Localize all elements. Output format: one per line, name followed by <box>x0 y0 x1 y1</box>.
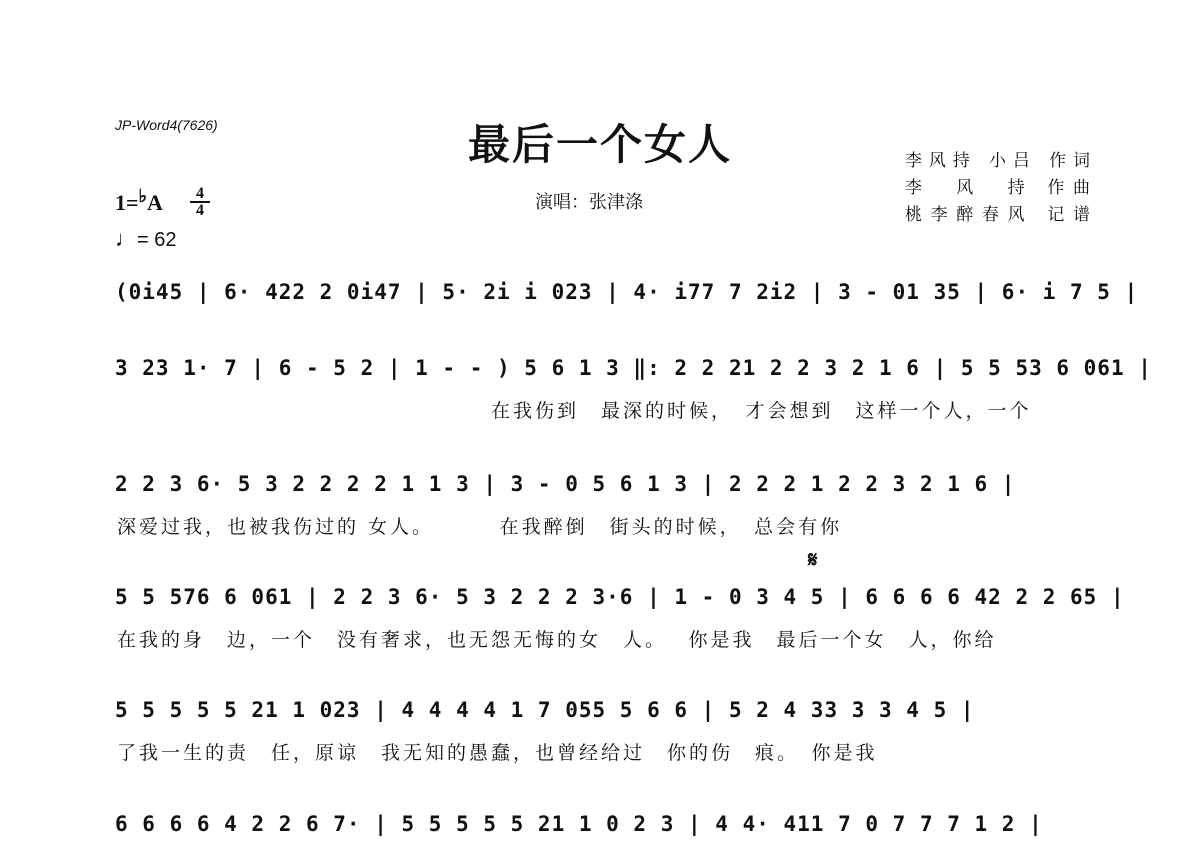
transcriber-credit: 桃李醉春风 记谱 <box>905 205 1090 225</box>
meter-top: 4 <box>196 185 204 202</box>
meter-bottom: 4 <box>190 201 210 218</box>
time-signature <box>190 186 210 218</box>
key-prefix: 1= <box>115 190 139 215</box>
composer-credit: 李 风 持 作曲 <box>905 178 1090 198</box>
notation-line-5: 5 5 5 5 5 21 1 023 | 4 4 4 4 1 7 055 5 6 6 | 5 2 4 33 3 3 4 5 | <box>115 698 975 722</box>
lyric-line-5: 了我一生的责 任，原谅 我无知的愚蠢，也曾经给过 你的伤 痕。 你是我 <box>117 742 878 764</box>
singer-credit: 演唱：张津涤 <box>535 192 643 213</box>
notation-line-4: 5 5 576 6 061 | 2 2 3 6· 5 3 2 2 2 3·6 | 1 - 0 3 4 5 | 6 6 6 6 42 2 2 65 | <box>115 585 1125 609</box>
notation-line-1: (0i45 | 6· 422 2 0i47 | 5· 2i i 023 | 4· i77 7 2i2 | 3 - 01 35 | 6· i 7 5 | <box>115 280 1139 304</box>
segno-icon: 𝄋 <box>808 548 818 573</box>
quarter-note-icon: ♩ <box>115 226 137 251</box>
tempo-marking <box>115 226 176 252</box>
source-label: JP-Word4(7626) <box>115 117 218 133</box>
key-note: A <box>147 190 163 215</box>
song-title: 最后一个女人 <box>467 120 732 169</box>
lyric-line-3: 深爱过我，也被我伤过的 女人。 在我醉倒 街头的时候， 总会有你 <box>117 516 843 538</box>
tempo-value: = 62 <box>137 229 177 251</box>
lyric-line-4: 在我的身 边，一个 没有奢求，也无怨无悔的女 人。 你是我 最后一个女 人，你给 <box>117 629 997 651</box>
author-credits <box>905 148 1090 229</box>
lyricist-credit: 李风持 小吕 作词 <box>905 151 1090 171</box>
key-signature <box>115 186 163 216</box>
notation-line-6: 6 6 6 6 4 2 2 6 7· | 5 5 5 5 5 21 1 0 2 3 | 4 4· 411 7 0 7 7 7 1 2 | <box>115 812 1043 836</box>
notation-line-2: 3 23 1· 7 | 6 - 5 2 | 1 - - ) 5 6 1 3 ‖: 2 2 21 2 2 3 2 1 6 | 5 5 53 6 061 | <box>115 356 1152 380</box>
lyric-line-2: 在我伤到 最深的时候， 才会想到 这样一个人，一个 <box>117 400 1032 422</box>
flat-sign: ♭ <box>138 186 148 206</box>
notation-line-3: 2 2 3 6· 5 3 2 2 2 2 1 1 3 | 3 - 0 5 6 1 3 | 2 2 2 1 2 2 3 2 1 6 | <box>115 472 1016 496</box>
